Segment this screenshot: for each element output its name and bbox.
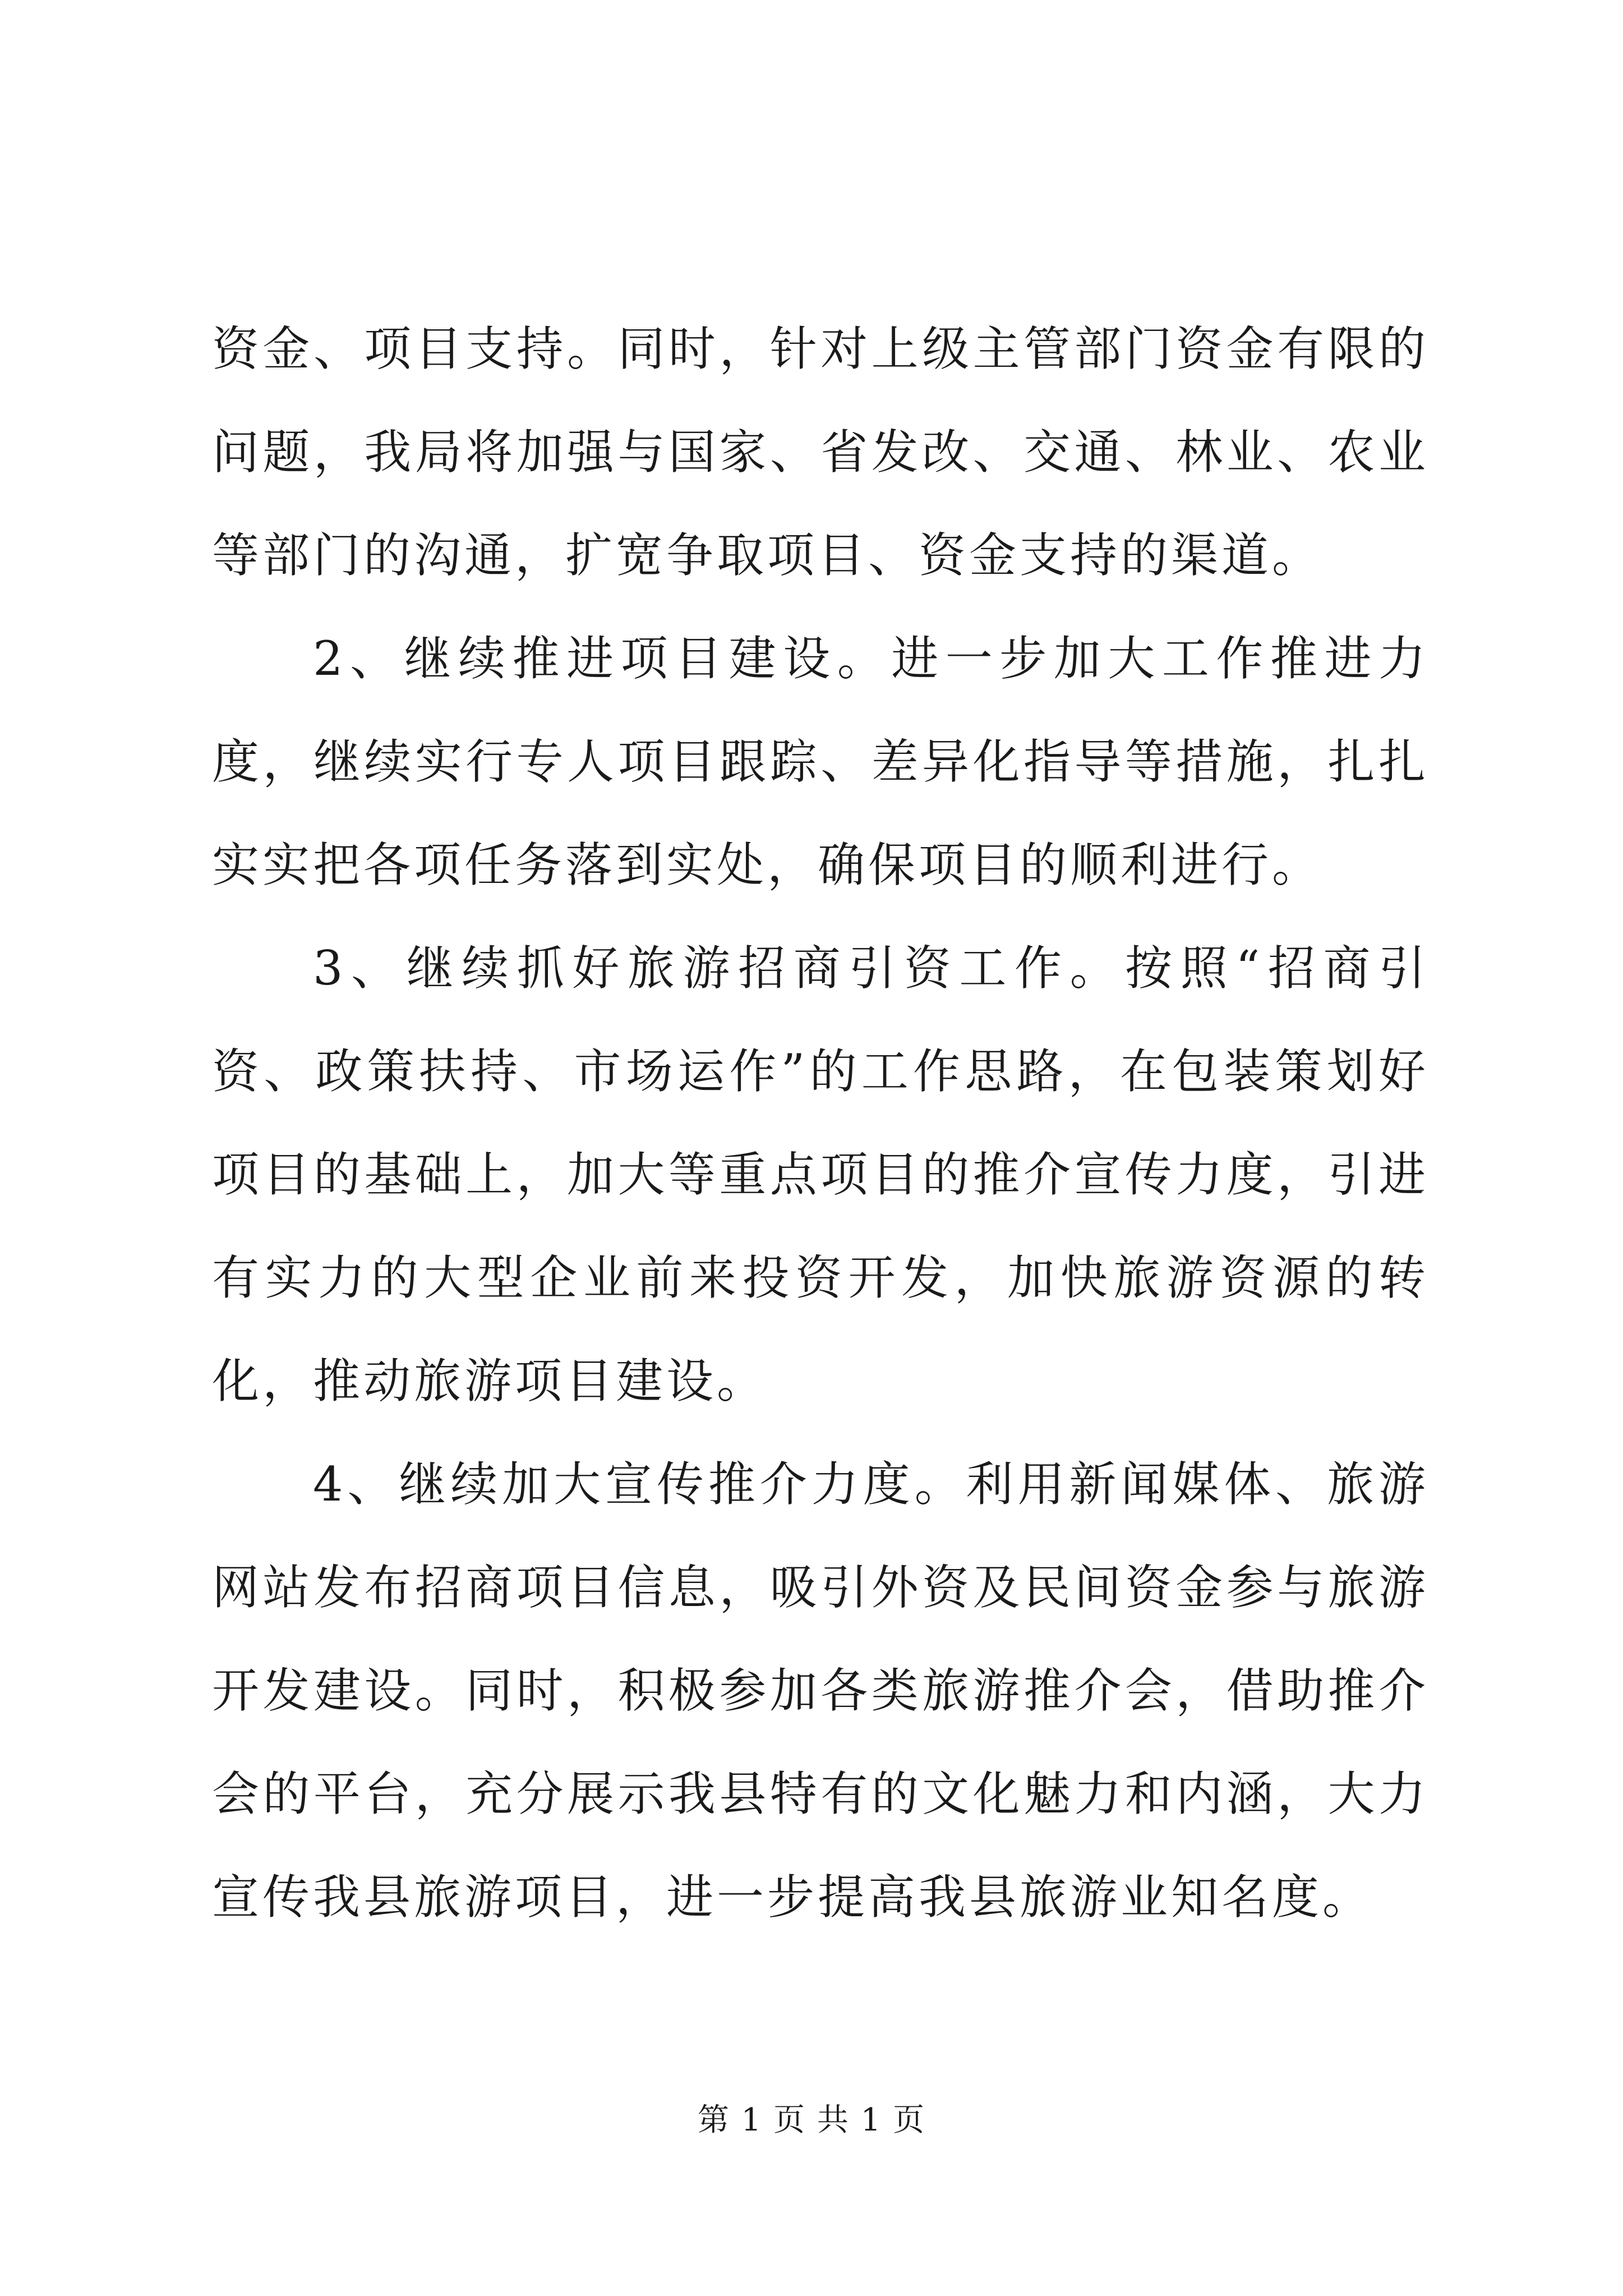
paragraph-item-3: 3、继续抓好旅游招商引资工作。按照“招商引资、政策扶持、市场运作”的工作思路，在包装策划好项目的基础上，加大等重点项目的推介宣传力度，引进有实力的大型企业前来投资开发，加快旅游资源的转化，推动旅游项目建设。 (212, 941, 1429, 1409)
paragraph-continuation: 资金、项目支持。同时，针对上级主管部门资金有限的问题，我局将加强与国家、省发改、交通、林业、农业等部门的沟通，扩宽争取项目、资金支持的渠道。 (212, 321, 1429, 583)
paragraph-item-4: 4、继续加大宣传推介力度。利用新闻媒体、旅游网站发布招商项目信息，吸引外资及民间资金参与旅游开发建设。同时，积极参加各类旅游推介会，借助推介会的平台，充分展示我县特有的文化魅力和内涵，大力宣传我县旅游项目，进一步提高我县旅游业知名度。 (212, 1457, 1429, 1925)
document-body (212, 297, 1429, 1949)
page-number-footer: 第 1 页 共 1 页 (697, 2102, 926, 2138)
paragraph-item-2: 2、继续推进项目建设。进一步加大工作推进力度，继续实行专人项目跟踪、差异化指导等措施，扎扎实实把各项任务落到实处，确保项目的顺利进行。 (212, 631, 1429, 892)
